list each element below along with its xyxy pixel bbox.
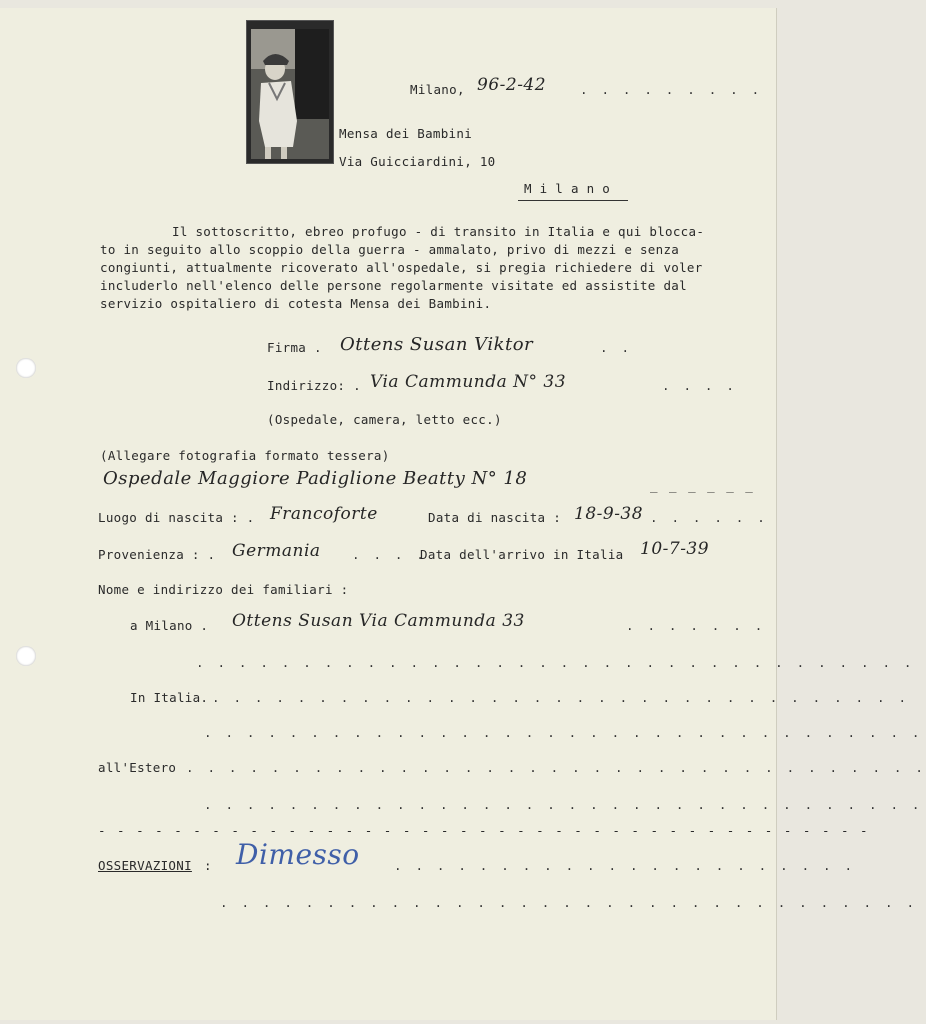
body-line-3: congiunti, attualmente ricoverato all'ospedale, si pregia richiedere di voler	[100, 260, 703, 275]
signature-value: Ottens Susan Viktor	[340, 334, 534, 355]
hospital-value: Ospedale Maggiore Padiglione Beatty N° 18	[103, 468, 528, 489]
recipient-street: Via Guicciardini, 10	[339, 154, 496, 169]
document-page	[0, 8, 926, 1020]
body-line-5: servizio ospitaliero di cotesta Mensa dei Bambini.	[100, 296, 492, 311]
signature-dot-leader: . .	[600, 340, 633, 355]
family-estero-label: all'Estero	[98, 760, 177, 775]
photo-instruction: (Allegare fotografia formato tessera)	[100, 448, 390, 463]
body-line-2: to in seguito allo scoppio della guerra - ammalato, privo di mezzi e senza	[100, 242, 680, 257]
punch-hole-bottom	[16, 646, 36, 666]
birthplace-value: Francoforte	[270, 504, 378, 524]
body-line-4: includerlo nell'elenco delle persone regolarmente visitate ed assistite dal	[100, 278, 687, 293]
recipient-name: Mensa dei Bambini	[339, 126, 473, 141]
hospital-hint: (Ospedale, camera, letto ecc.)	[267, 412, 502, 427]
observations-value: Dimesso	[236, 838, 360, 871]
address-label: Indirizzo: .	[267, 378, 361, 393]
birthplace-label: Luogo di nascita : .	[98, 510, 255, 525]
letter-date: 96-2-42	[477, 75, 547, 95]
date-dot-leader: . . . . . . . . .	[580, 82, 763, 97]
observations-dot-line-2: . . . . . . . . . . . . . . . . . . . . . . . . . . . . . . . . .	[220, 895, 918, 910]
family-estero-dot-leader: . . . . . . . . . . . . . . . . . . . . . . . . . . . . . . . . . . .	[186, 760, 926, 775]
birthdate-label: Data di nascita :	[428, 510, 562, 525]
observations-dot-leader: . . . . . . . . . . . . . . . . . . . . . .	[394, 858, 856, 873]
id-photograph	[246, 20, 334, 164]
arrival-date-value: 10-7-39	[640, 539, 710, 559]
address-dot-leader: . . . .	[662, 378, 738, 393]
hospital-dash-line: _ _ _ _ _ _	[650, 478, 755, 493]
address-value: Via Cammunda N° 33	[370, 372, 567, 392]
recipient-city-underline	[518, 200, 628, 201]
origin-dot-leader: . . . .	[352, 547, 428, 562]
observations-label: OSSERVAZIONI	[98, 858, 192, 873]
family-milano-dot-line-2: . . . . . . . . . . . . . . . . . . . . . . . . . . . . . . . . . .	[196, 655, 915, 670]
punch-hole-top	[16, 358, 36, 378]
family-milano-label: a Milano .	[130, 618, 209, 633]
birthdate-dot-leader: . . . . . .	[650, 510, 768, 525]
family-estero-dot-line-2: . . . . . . . . . . . . . . . . . . . . . . . . . . . . . . . . . .	[204, 797, 923, 812]
family-milano-dot-leader: . . . . . . .	[626, 618, 766, 633]
family-milano-value: Ottens Susan Via Cammunda 33	[232, 611, 525, 631]
arrival-date-label: Data dell'arrivo in Italia	[420, 547, 624, 562]
origin-value: Germania	[232, 541, 321, 561]
body-line-1: Il sottoscritto, ebreo profugo - di transito in Italia e qui blocca-	[172, 224, 705, 239]
section-divider: - - - - - - - - - - - - - - - - - - - - - - - - - - - - - - - - - - - - - - - - -	[98, 823, 870, 838]
recipient-city: M i l a n o	[524, 181, 611, 196]
family-label: Nome e indirizzo dei familiari :	[98, 582, 349, 597]
family-italia-label: In Italia.	[130, 690, 209, 705]
family-italia-dot-line-2: . . . . . . . . . . . . . . . . . . . . . . . . . . . . . . . . . .	[204, 725, 923, 740]
birthdate-value: 18-9-38	[574, 504, 644, 524]
family-italia-dot-leader: . . . . . . . . . . . . . . . . . . . . . . . . . . . . . . . . .	[212, 690, 910, 705]
observations-separator: :	[204, 858, 212, 873]
signature-label: Firma .	[267, 340, 322, 355]
city-date-label: Milano,	[410, 82, 465, 97]
origin-label: Provenienza : .	[98, 547, 216, 562]
child-portrait-image	[247, 21, 333, 163]
